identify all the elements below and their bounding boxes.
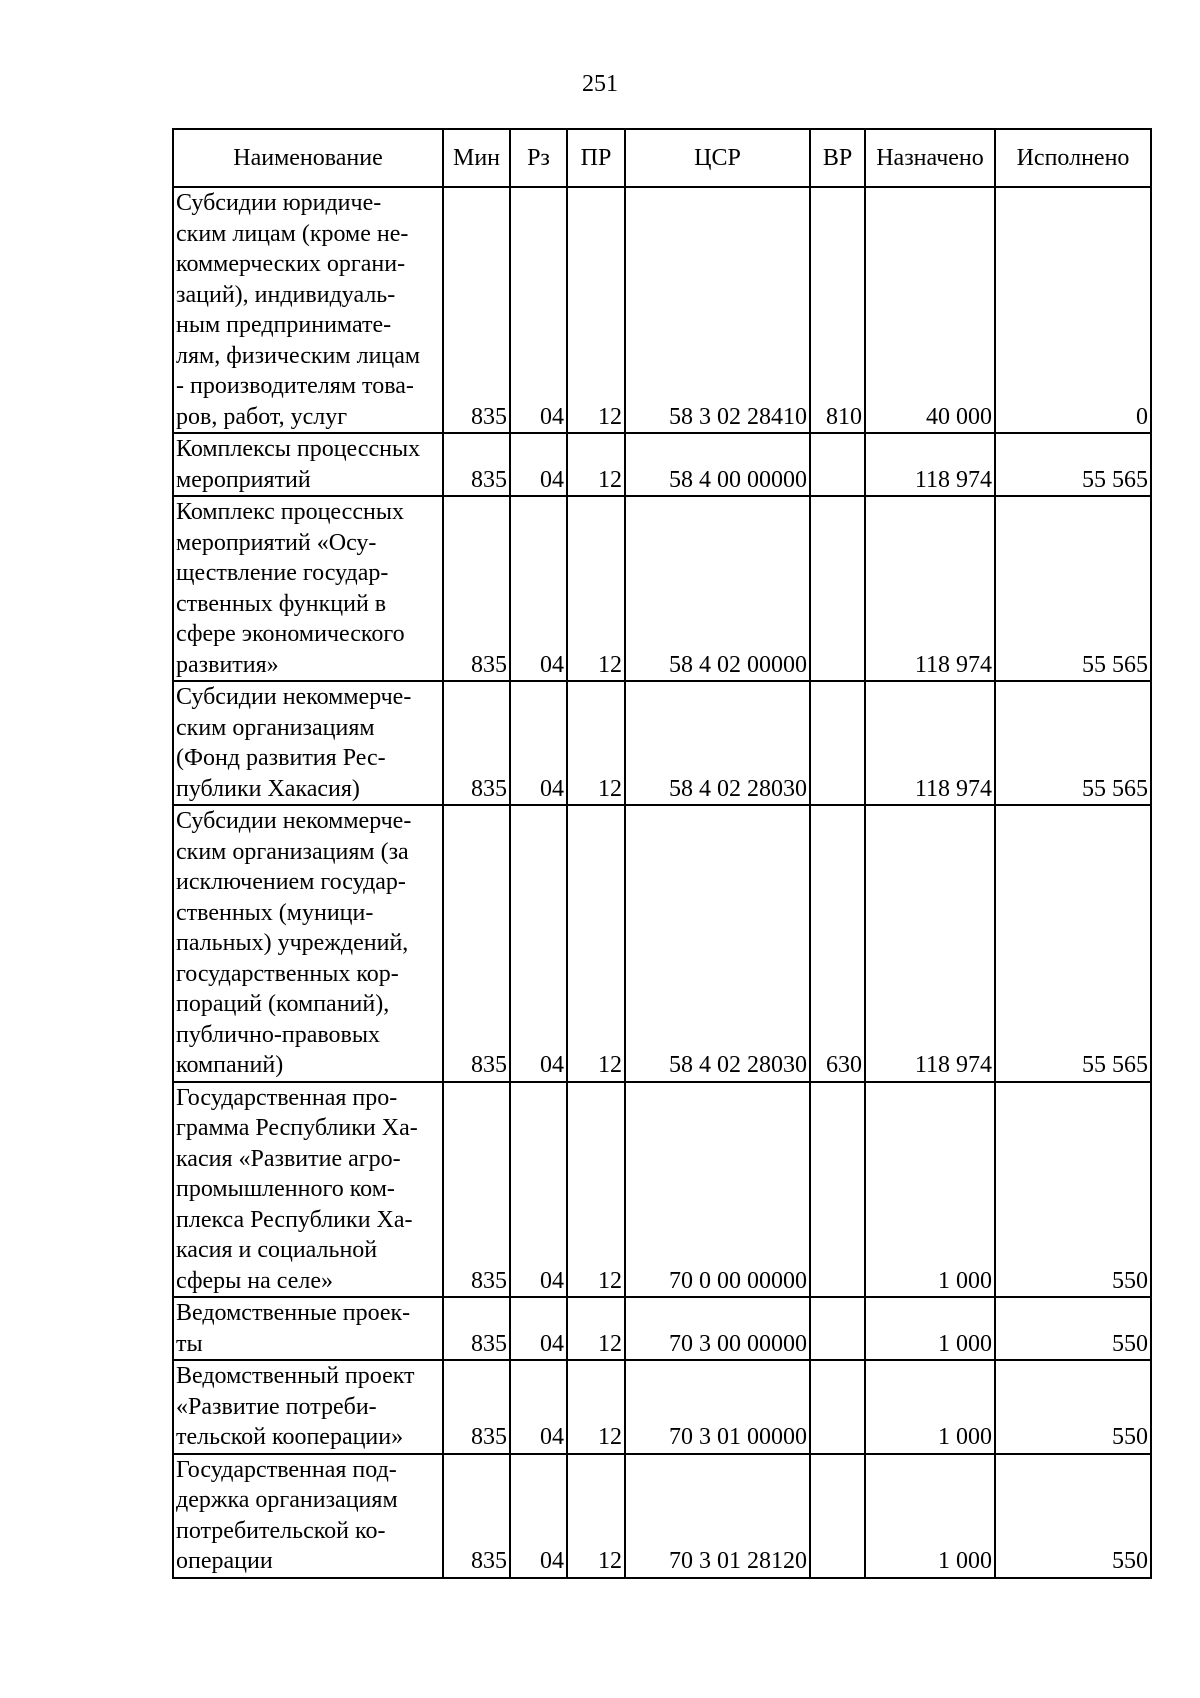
header-name: Наименование (173, 129, 443, 187)
row-min: 835 (443, 187, 510, 433)
row-executed: 550 (995, 1360, 1151, 1454)
row-vr (810, 1297, 865, 1360)
row-vr (810, 1454, 865, 1578)
header-assigned: Назначено (865, 129, 995, 187)
row-vr: 630 (810, 805, 865, 1082)
table-row (173, 187, 1151, 433)
table-row (173, 805, 1151, 1082)
row-rz: 04 (510, 433, 567, 496)
table-header-row (173, 129, 1151, 187)
row-assigned: 1 000 (865, 1082, 995, 1298)
row-executed: 55 565 (995, 805, 1151, 1082)
row-csr: 58 4 02 28030 (625, 805, 810, 1082)
row-executed: 55 565 (995, 681, 1151, 805)
row-name: Комплексы процессных мероприятий (173, 433, 443, 496)
row-min: 835 (443, 1360, 510, 1454)
table-row (173, 433, 1151, 496)
row-rz: 04 (510, 187, 567, 433)
row-csr: 70 3 01 00000 (625, 1360, 810, 1454)
row-vr (810, 1360, 865, 1454)
row-csr: 58 3 02 28410 (625, 187, 810, 433)
row-assigned: 118 974 (865, 805, 995, 1082)
row-vr (810, 1082, 865, 1298)
row-name: Комплекс процессных мероприятий «Осу- ществление государ- ственных функций в сфере экономического развития» (173, 496, 443, 681)
row-assigned: 1 000 (865, 1297, 995, 1360)
header-executed: Исполнено (995, 129, 1151, 187)
row-name: Ведомственный проект «Развитие потреби- тельской кооперации» (173, 1360, 443, 1454)
row-pr: 12 (567, 433, 625, 496)
row-pr: 12 (567, 1082, 625, 1298)
table-row (173, 681, 1151, 805)
budget-table (172, 128, 1152, 1579)
row-min: 835 (443, 433, 510, 496)
row-vr (810, 681, 865, 805)
row-name: Государственная про- грамма Республики Ха- касия «Развитие агро- промышленного ком- плекса Республики Ха- касия и социальной сферы на селе» (173, 1082, 443, 1298)
row-name: Субсидии некоммерче- ским организациям (Фонд развития Рес- публики Хакасия) (173, 681, 443, 805)
row-executed: 0 (995, 187, 1151, 433)
row-name: Субсидии некоммерче- ским организациям (за исключением государ- ственных (муници- пальных) учреждений, государственных кор- пораций (компаний), публично-правовых компаний) (173, 805, 443, 1082)
row-rz: 04 (510, 1360, 567, 1454)
row-csr: 70 0 00 00000 (625, 1082, 810, 1298)
row-csr: 58 4 02 28030 (625, 681, 810, 805)
header-csr: ЦСР (625, 129, 810, 187)
row-assigned: 1 000 (865, 1454, 995, 1578)
page-number: 251 (582, 71, 618, 97)
table-row (173, 1297, 1151, 1360)
header-vr: ВР (810, 129, 865, 187)
row-name: Ведомственные проек- ты (173, 1297, 443, 1360)
header-min: Мин (443, 129, 510, 187)
row-min: 835 (443, 1454, 510, 1578)
row-executed: 550 (995, 1454, 1151, 1578)
row-min: 835 (443, 1082, 510, 1298)
row-pr: 12 (567, 805, 625, 1082)
row-rz: 04 (510, 681, 567, 805)
row-min: 835 (443, 681, 510, 805)
row-name: Государственная под- держка организациям потребительской ко- операции (173, 1454, 443, 1578)
row-vr (810, 433, 865, 496)
row-executed: 550 (995, 1082, 1151, 1298)
table-row (173, 1360, 1151, 1454)
row-min: 835 (443, 1297, 510, 1360)
row-min: 835 (443, 496, 510, 681)
row-assigned: 118 974 (865, 681, 995, 805)
row-executed: 55 565 (995, 496, 1151, 681)
row-pr: 12 (567, 496, 625, 681)
row-rz: 04 (510, 1082, 567, 1298)
row-csr: 58 4 02 00000 (625, 496, 810, 681)
row-csr: 70 3 00 00000 (625, 1297, 810, 1360)
row-min: 835 (443, 805, 510, 1082)
row-rz: 04 (510, 805, 567, 1082)
header-pr: ПР (567, 129, 625, 187)
row-assigned: 118 974 (865, 433, 995, 496)
row-rz: 04 (510, 1454, 567, 1578)
table-row (173, 496, 1151, 681)
row-executed: 550 (995, 1297, 1151, 1360)
row-csr: 70 3 01 28120 (625, 1454, 810, 1578)
row-name: Субсидии юридиче- ским лицам (кроме не- коммерческих органи- заций), индивидуаль- ным предпринимате- лям, физическим лицам - производителям това- ров, работ, услуг (173, 187, 443, 433)
table-row (173, 1082, 1151, 1298)
row-pr: 12 (567, 1297, 625, 1360)
row-rz: 04 (510, 496, 567, 681)
row-assigned: 40 000 (865, 187, 995, 433)
row-executed: 55 565 (995, 433, 1151, 496)
row-csr: 58 4 00 00000 (625, 433, 810, 496)
row-vr (810, 496, 865, 681)
table-row (173, 1454, 1151, 1578)
row-vr: 810 (810, 187, 865, 433)
row-pr: 12 (567, 1454, 625, 1578)
header-rz: Рз (510, 129, 567, 187)
row-pr: 12 (567, 1360, 625, 1454)
row-assigned: 118 974 (865, 496, 995, 681)
row-rz: 04 (510, 1297, 567, 1360)
row-assigned: 1 000 (865, 1360, 995, 1454)
row-pr: 12 (567, 187, 625, 433)
row-pr: 12 (567, 681, 625, 805)
